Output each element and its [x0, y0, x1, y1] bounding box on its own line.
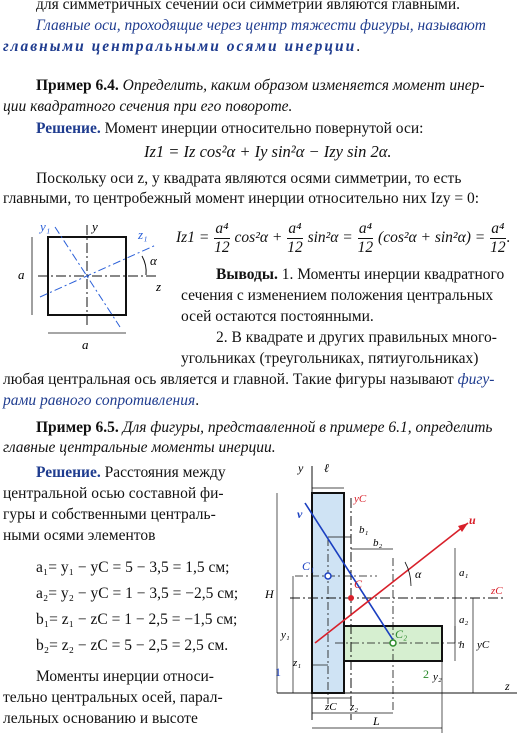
conclusion-line-6: [3, 370, 494, 389]
label-a-side: a: [18, 267, 25, 282]
example-task: Для фигуры, представленной в примере 6.1, определить: [122, 419, 493, 436]
f2-numerator-1: a⁴: [215, 220, 229, 237]
z1-axis: [40, 245, 156, 297]
conclusion-line-2: сечения с изменением положения центральных: [181, 287, 494, 304]
conclusion-label: Выводы.: [216, 266, 278, 283]
label-y1: y₁: [281, 629, 290, 641]
conclusion-line-4: 2. В квадрате и других правильных много-: [216, 329, 497, 346]
label-a-bottom: a: [82, 337, 89, 352]
f2-term-1: cos²α +: [234, 229, 283, 247]
conclusion-line-7: [3, 391, 199, 410]
label-z2: z₂: [350, 701, 359, 713]
solution-label: Решение.: [36, 464, 101, 481]
f2-numerator-2: a⁴: [288, 220, 302, 237]
tail-line-1: Моменты инерции относи-: [36, 668, 214, 685]
label-ell: ℓ: [324, 461, 329, 475]
f2-term-2: sin²α =: [307, 229, 353, 247]
formula-rotated-moment: Iz1 = Iz cos²α + Iy sin²α − Izy sin 2α.: [144, 142, 392, 161]
f2-end: .: [506, 229, 511, 247]
label-z: z: [156, 279, 162, 294]
example-6-4-heading: [36, 76, 485, 95]
solution-text-3: гуры и собственными централь-: [3, 506, 216, 523]
example-task: Определить, каким образом изменяется момент инер-: [122, 77, 485, 94]
formula-square-result: [176, 220, 510, 257]
example-task-cont: ции квадратного сечения при его повороте.: [3, 98, 293, 115]
solution-label: Решение.: [36, 120, 101, 137]
equation-a2: a₂= y₂ − yC = 1 − 3,5 = −2,5 см;: [36, 585, 239, 602]
f2-denominator-4: 12: [490, 239, 506, 256]
square-section-figure: [10, 215, 185, 365]
label-a2: a₂: [459, 614, 469, 626]
tail-line-3: лельных основанию и высоте: [3, 710, 198, 727]
label-yC-dim: yC: [477, 639, 490, 651]
f2-denominator-3: 12: [357, 239, 374, 256]
label-alpha: α: [415, 567, 422, 581]
f2-numerator-4: a⁴: [491, 220, 505, 237]
label-part-1: 1: [275, 665, 281, 679]
label-z1: z₁: [293, 657, 302, 669]
intro-line-2: Главные оси, проходящие через центр тяжести фигуры, называют: [36, 17, 486, 34]
label-v: v: [297, 507, 303, 521]
solution-text-4: ными осями элементов: [3, 527, 156, 544]
label-b2: b₂: [373, 537, 383, 549]
solution-line: [36, 463, 226, 482]
label-y: y: [298, 461, 304, 475]
label-y1: y₁: [40, 219, 51, 234]
paragraph-line-2: главными, то центробежный момент инерции относительно них Izy = 0:: [3, 190, 480, 207]
f2-lhs: Iz1 =: [176, 229, 210, 247]
c-point: [348, 595, 354, 601]
label-zC: zC: [491, 585, 503, 597]
label-y2: y₂: [433, 671, 442, 683]
example-label: Пример 6.5.: [36, 419, 119, 436]
intro-period: .: [356, 38, 361, 55]
label-z: z: [505, 679, 510, 693]
label-y: y: [92, 219, 98, 234]
label-part-2: 2: [423, 667, 429, 681]
solution-text: Момент инерции относительно повернутой оси:: [104, 120, 424, 137]
label-z1: z₁: [138, 227, 148, 242]
tail-line-2: тельно центральных осей, парал-: [3, 689, 223, 706]
equation-b1: b₁= z₁ − zC = 1 − 2,5 = −1,5 см;: [36, 611, 238, 628]
alpha-arc: [405, 562, 411, 586]
alpha-arc: [142, 256, 146, 275]
label-alpha: α: [150, 253, 157, 268]
solution-text-2: центральной осью составной фи-: [3, 485, 224, 502]
example-6-5-heading: [36, 418, 492, 437]
f2-term-3: (cos²α + sin²α) =: [378, 229, 486, 247]
conclusion-6-text: любая центральная ось является и главной. Такие фигуры называют: [3, 371, 454, 388]
equation-a1: a₁= y₁ − yC = 5 − 3,5 = 1,5 см;: [36, 559, 230, 576]
conclusion-line-1: [216, 265, 504, 284]
solution-line: [36, 119, 423, 138]
paragraph-line-1: Поскольку оси z, y квадрата являются осями симметрии, то есть: [36, 170, 462, 187]
label-yC: yC: [354, 493, 367, 505]
example-task-cont: главные центральные моменты инерции.: [3, 439, 276, 456]
conclusion-1-text: 1. Моменты инерции квадратного: [281, 266, 505, 283]
term-equal-resistance-1: фигу-: [457, 371, 495, 388]
label-H: H: [265, 587, 274, 601]
example-label: Пример 6.4.: [36, 77, 119, 94]
equation-b2: b₂= z₂ − zC = 5 − 2,5 = 2,5 см.: [36, 637, 229, 654]
label-u: u: [469, 513, 476, 527]
conclusion-line-5: угольниках (треугольниках, пятиугольниках): [181, 350, 479, 367]
c1-point: [325, 573, 331, 579]
label-C2: C₂: [395, 627, 408, 641]
central-axes-term: главными центральными осями инерции: [3, 38, 357, 55]
label-h: h: [459, 639, 465, 651]
label-zC-dim: zC: [325, 701, 337, 713]
term-equal-resistance-2: рами равного сопротивления: [3, 392, 196, 409]
f2-denominator-1: 12: [214, 239, 230, 256]
f2-numerator-3: a⁴: [358, 220, 372, 237]
label-C1: C₁: [302, 559, 315, 573]
label-C: C: [354, 577, 363, 591]
solution-text-1: Расстояния между: [104, 464, 226, 481]
composite-section-figure: [255, 458, 523, 736]
label-a1: a₁: [459, 567, 469, 579]
f2-denominator-2: 12: [287, 239, 303, 256]
intro-line-3: [3, 37, 360, 56]
conclusion-7-end: .: [195, 392, 200, 409]
label-L: L: [373, 714, 380, 728]
conclusion-line-3: осей остаются постоянными.: [181, 308, 374, 325]
intro-line-1: для симметричных сечений оси симметрии являются главными.: [36, 0, 460, 13]
label-b1: b₁: [359, 524, 369, 536]
